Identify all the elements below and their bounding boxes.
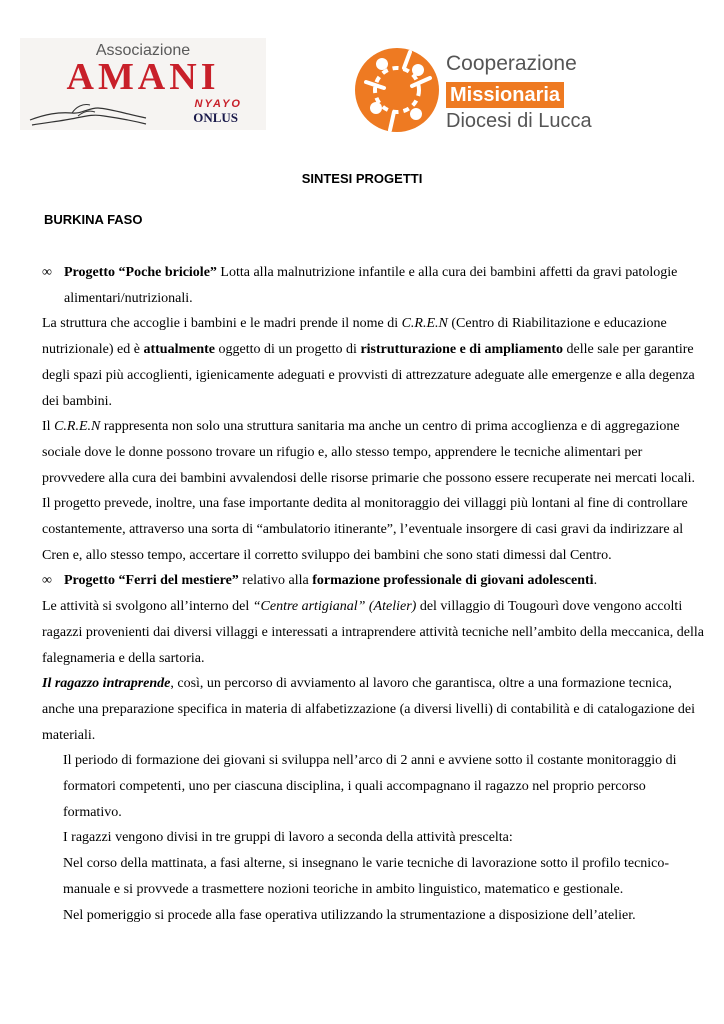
paragraph-text: . xyxy=(593,573,598,589)
paragraph-text: oggetto di un progetto di xyxy=(215,342,361,358)
infinity-bullet-icon: ∞ xyxy=(42,265,52,280)
bold-text: attualmente xyxy=(143,342,215,358)
italic-text: C.R.E.N xyxy=(401,316,448,332)
paragraph-ragazzo-intraprende xyxy=(42,671,706,748)
paragraph-text: rappresenta non solo una struttura sanitaria ma anche un centro di prima accoglienza e di aggregazione sociale dove le donne possono trovare un rifugio e, allo stesso tempo, apprendere le tecniche alimentari per provvedere alla cura dei bambini avvalendosi delle risorse primarie che possono essere recuperate nei mercati locali. Il progetto prevede, inoltre, una fase importante dedita al monitoraggio dei villaggi più lontani al fine di controllare costantemente, attraverso una sorta di “ambulatorio itinerante”, l’eventuale insorgere di casi gravi da indirizzare al Cren e, allo stesso tempo, accertare il corretto sviluppo dei bambini che sono stati dimessi dal Centro. xyxy=(42,419,696,563)
paragraph-gruppi-lavoro: I ragazzi vengono divisi in tre gruppi di lavoro a seconda della attività prescelta: xyxy=(63,830,513,846)
paragraph-mattinata: Nel corso della mattinata, a fasi alterne, si insegnano le varie tecniche di lavorazione sotto il profilo tecnico-manuale e si provvede a trasmettere nozioni teoriche in ambito linguistico, matematico e gestionale. xyxy=(63,856,670,897)
country-heading: BURKINA FASO xyxy=(44,212,143,227)
coop-globe-icon xyxy=(354,42,440,138)
paragraph-ferri-mestiere xyxy=(42,568,706,594)
coop-logo xyxy=(354,40,594,140)
document-body xyxy=(42,260,706,928)
infinity-bullet-icon: ∞ xyxy=(42,573,52,589)
coop-logo-line3: Diocesi di Lucca xyxy=(446,110,592,132)
coop-logo-line1: Cooperazione xyxy=(446,52,577,75)
paragraph-text: delle sale per garantire degli spazi più accoglienti, igienicamente adeguati e provvisti di attrezzature adeguate alle emergenze e alla degenza dei bambini. xyxy=(42,342,695,409)
project-poche-briciole-title: Progetto “Poche briciole” xyxy=(64,265,217,280)
document-title: SINTESI PROGETTI xyxy=(301,171,423,186)
paragraph-text: del villaggio di Tougourì dove vengono accolti ragazzi provenienti dai diversi villaggi e interessati a intraprendere attività tecniche nell’ambito della meccanica, della falegnameria e della sartoria. xyxy=(42,599,704,666)
italic-text: “Centre artigianal” (Atelier) xyxy=(252,599,417,615)
paragraph-text: Le attività si svolgono all’interno del xyxy=(42,599,253,615)
paragraph-text: La struttura che accoglie i bambini e le madri prende il nome di xyxy=(42,316,402,332)
amani-logo xyxy=(20,38,266,130)
italic-text: C.R.E.N xyxy=(54,419,101,435)
handshake-icon xyxy=(28,96,148,128)
paragraph-cren-role xyxy=(42,414,706,568)
bold-text: ristrutturazione e di ampliamento xyxy=(360,342,564,358)
paragraph-text: Lotta alla malnutrizione infantile e alla cura dei bambini affetti da gravi patologie alimentari/nutrizionali. xyxy=(64,265,678,306)
paragraph-atelier xyxy=(42,594,706,671)
coop-logo-line2: Missionaria xyxy=(446,82,564,108)
amani-logo-name: AMANI xyxy=(66,56,220,98)
paragraph-text: , così, un percorso di avviamento al lavoro che garantisca, oltre a una formazione tecnica, anche una preparazione specifica in materia di alfabetizzazione (a diversi livelli) di contabilità e di catalogazione dei materiali. xyxy=(42,676,696,743)
amani-logo-assoc: Associazione xyxy=(95,42,191,59)
paragraph-cren-structure xyxy=(42,311,706,414)
paragraph-text: Il xyxy=(42,419,55,435)
amani-logo-sub: NYAYO xyxy=(194,98,242,110)
amani-logo-onlus: ONLUS xyxy=(193,110,238,125)
bold-text: formazione professionale di giovani adolescenti xyxy=(312,573,594,589)
paragraph-pomeriggio: Nel pomeriggio si procede alla fase operativa utilizzando la strumentazione a disposizione dell’atelier. xyxy=(63,907,636,923)
paragraph-periodo-formazione: Il periodo di formazione dei giovani si sviluppa nell’arco di 2 anni e avviene sotto il costante monitoraggio di formatori competenti, uno per ciascuna disciplina, i quali accompagnano il ragazzo nel proprio percorso formativo. xyxy=(63,753,677,820)
project-ferri-mestiere-title: Progetto “Ferri del mestiere” xyxy=(64,573,239,589)
bold-italic-text: Il ragazzo intraprende xyxy=(42,676,171,692)
paragraph-poche-briciole xyxy=(42,260,706,311)
paragraph-text: (Centro di Riabilitazione e educazione nutrizionale) ed è xyxy=(42,316,667,358)
paragraph-text: relativo alla xyxy=(238,573,313,589)
